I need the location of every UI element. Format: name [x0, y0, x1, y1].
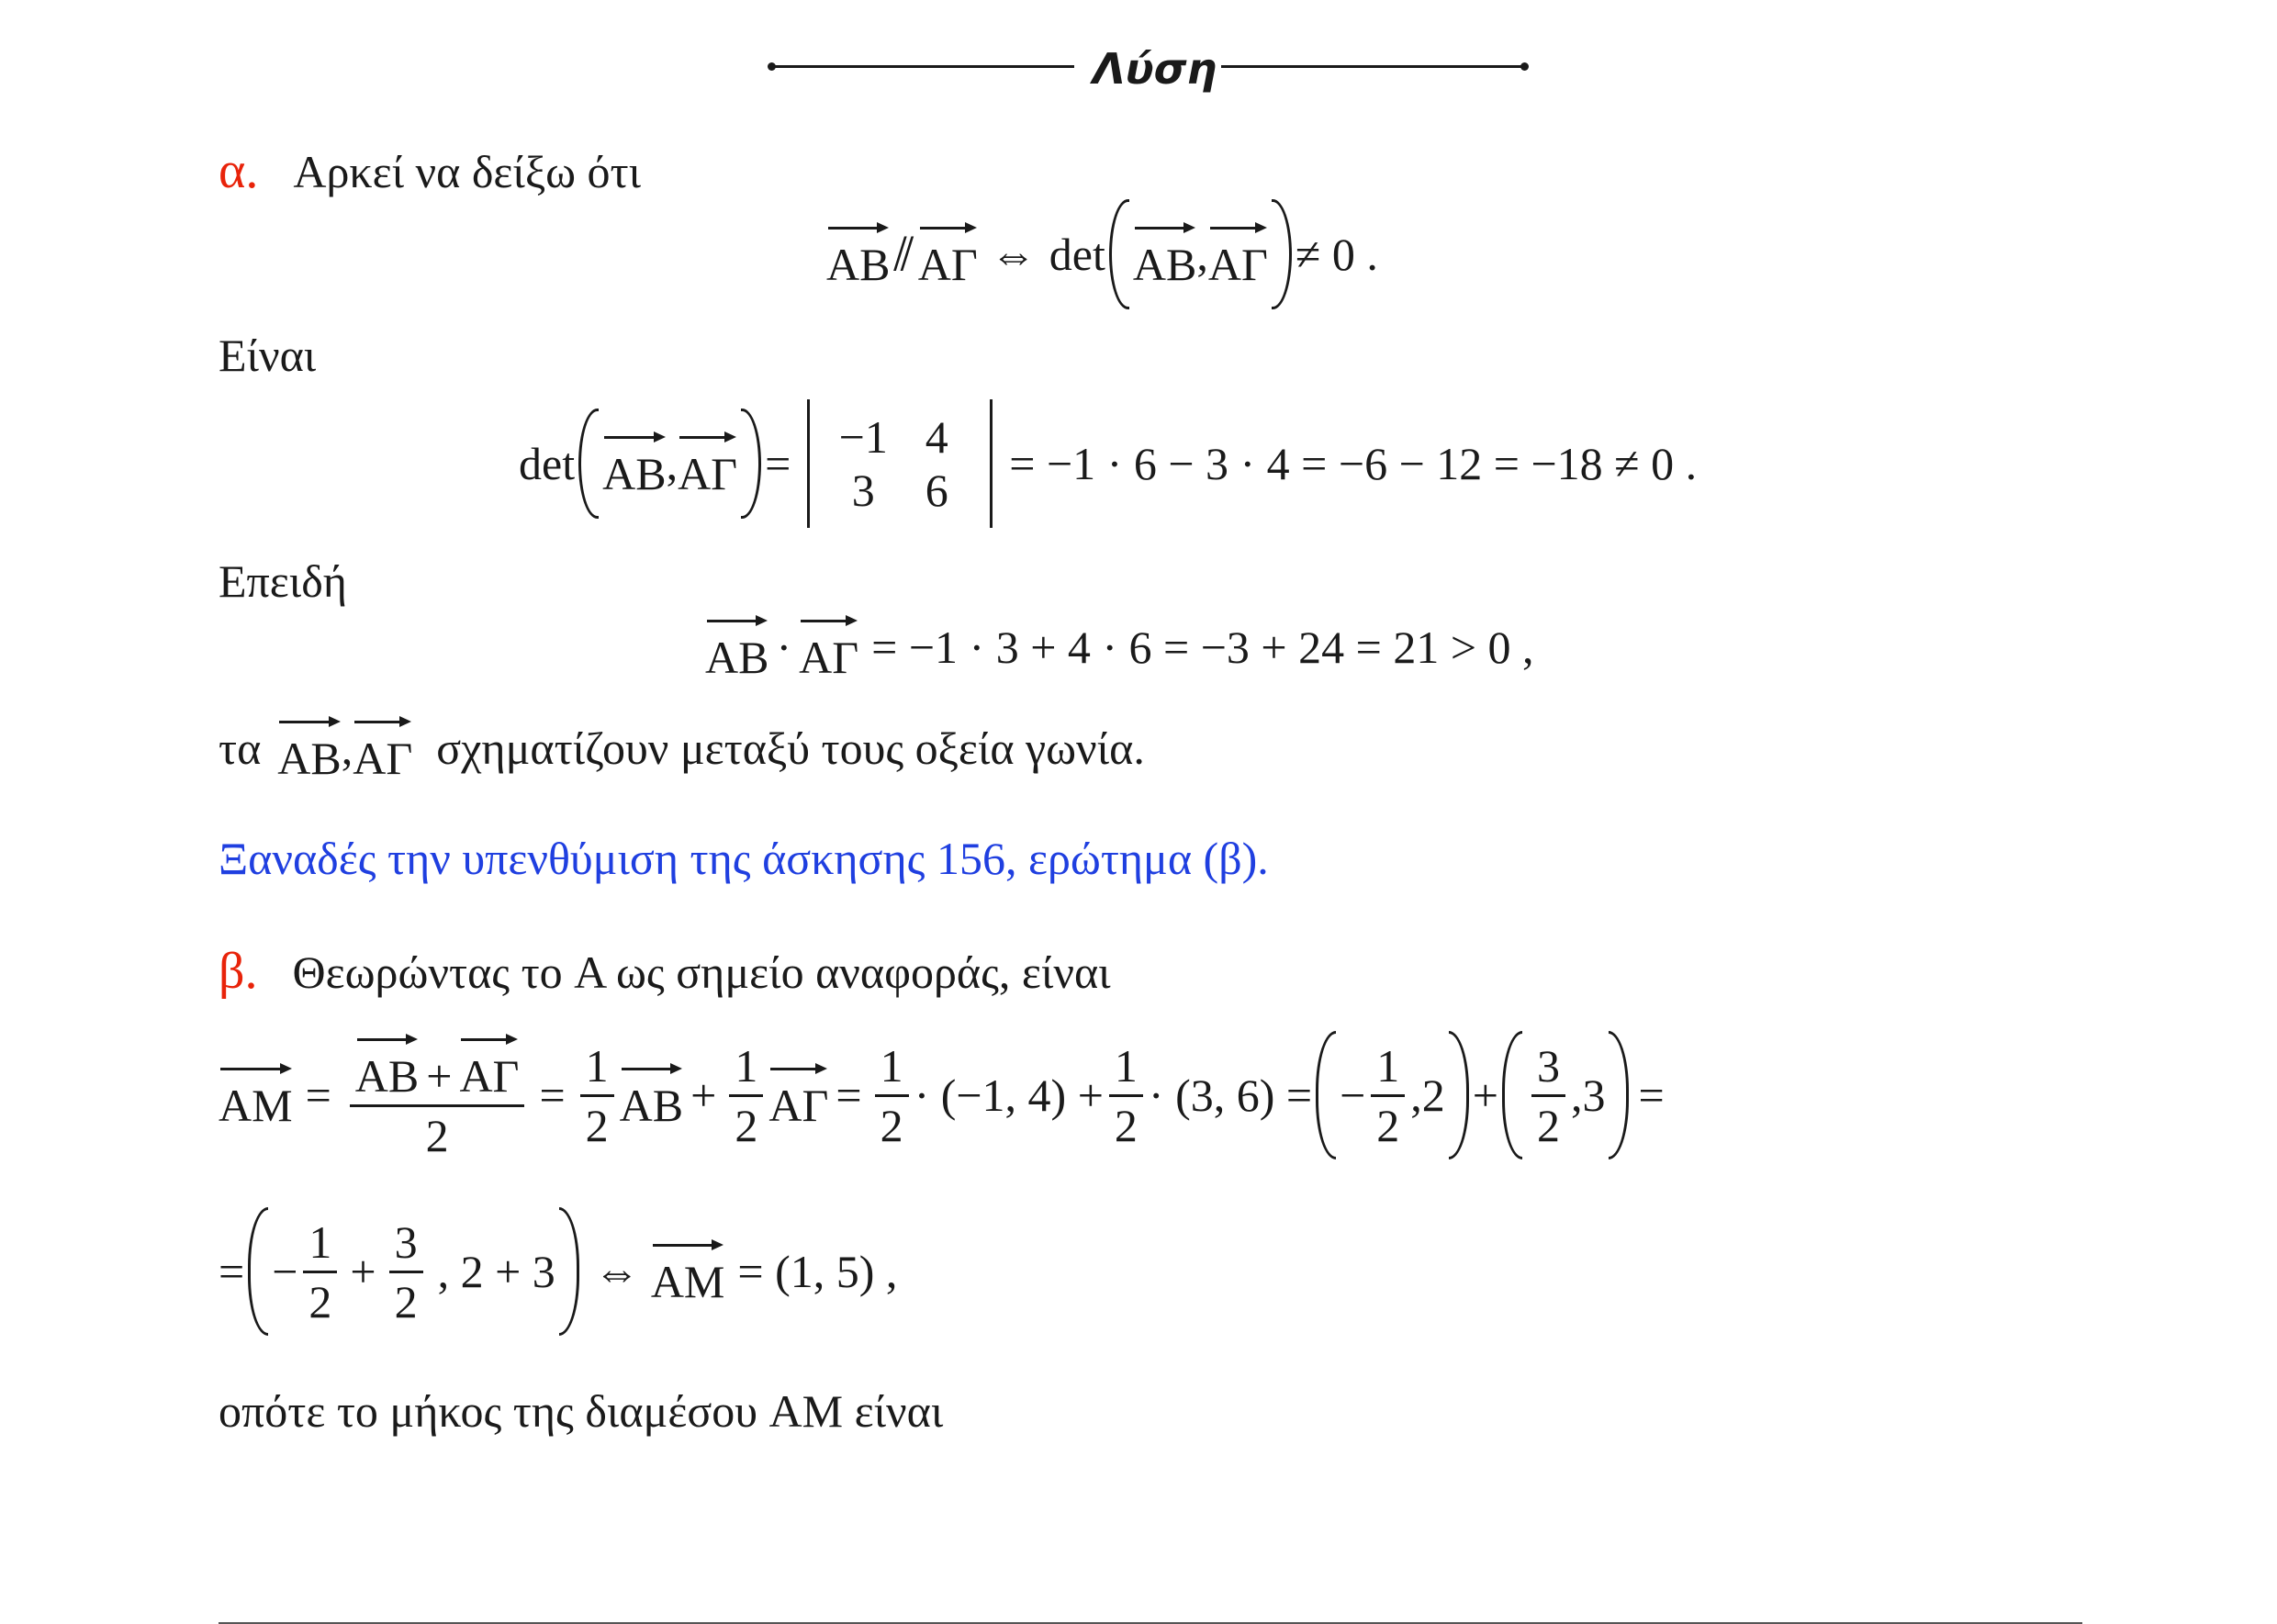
equals: = [765, 438, 791, 489]
part-a-intro: Αρκεί να δείξω ότι [293, 146, 642, 197]
part-a-equation-2 [519, 395, 1697, 532]
equals: = [836, 1070, 862, 1121]
determinant-evaluation: = −1 · 6 − 3 · 4 = −6 − 12 = −18 ≠ 0 . [1009, 438, 1698, 489]
fraction-three-halves: $\frac{3}{2}$ [1531, 1043, 1565, 1148]
matrix-cell: 6 [925, 465, 948, 516]
determinant-right-bar [990, 399, 993, 528]
fraction-one-half: $\frac{1}{2}$ [729, 1043, 763, 1148]
plus: + [690, 1070, 717, 1121]
det-operator: det [1049, 229, 1105, 280]
vector-ab: AB [1133, 221, 1196, 287]
conclusion-prefix: τα [219, 722, 262, 774]
dot-product-symbol: · [776, 622, 792, 673]
fraction-one-half: $\frac{1}{2}$ [580, 1043, 614, 1148]
equals: = [1638, 1070, 1665, 1121]
comma: , [1196, 229, 1208, 280]
left-paren [1316, 1031, 1336, 1159]
vector-ab: AB [355, 1033, 419, 1099]
det-operator: det [519, 438, 576, 489]
matrix-cell: 3 [851, 465, 875, 516]
right-paren [559, 1207, 579, 1336]
second-coordinate-sum: , 2 + 3 [437, 1246, 555, 1297]
right-paren [741, 409, 761, 519]
equals: = [219, 1246, 245, 1297]
einai-text: Είναι [219, 330, 317, 381]
left-paren [1109, 199, 1129, 309]
solution-title: Λύση [1093, 44, 1217, 94]
determinant-left-bar [807, 399, 810, 528]
vector-ab: AB [826, 221, 890, 287]
part-b-equation-1: AM = $\frac{AB + A\Gamma}{2}$ = $\frac{1}{2}$ AB + $\frac{1}{2}$ AΓ = $\frac{1}{2}$ · (−1, 4) + $\frac{1}{2}$ · (3, 6) = − $\frac{1}{2}$ , 2 + $\frac{3}{2}$ , 3 = [219, 1026, 1665, 1164]
parallel-symbol: ⫽ [893, 229, 914, 280]
fraction-one-half: $\frac{1}{2}$ [875, 1043, 909, 1148]
part-b-label: β. [219, 943, 258, 1000]
equals: = [305, 1070, 331, 1121]
right-paren [1272, 199, 1292, 309]
plus: + [1472, 1070, 1498, 1121]
coordinate: , [1410, 1070, 1422, 1121]
fraction-sum-over-two [350, 1033, 525, 1159]
final-sentence: οπότε το μήκος της διαμέσου AM είναι [219, 1385, 944, 1437]
equals: = [539, 1070, 566, 1121]
right-paren [1449, 1031, 1469, 1159]
part-b-intro: Θεωρώντας το A ως σημείο αναφοράς, είναι [292, 946, 1111, 998]
part-a-equation-1 [826, 204, 1378, 305]
vector-ag: AΓ [459, 1033, 519, 1099]
part-a-label: α. [219, 142, 259, 199]
header-right-dot [1520, 62, 1529, 71]
part-a-equation-3 [705, 610, 1534, 684]
vector-ag: AΓ [768, 1062, 828, 1128]
iff-symbol: ⇔ [990, 229, 1037, 280]
plus: + [350, 1246, 376, 1297]
vector-am: AM [651, 1238, 725, 1305]
comma: , [666, 438, 679, 489]
minus: − [272, 1246, 298, 1297]
conclusion-text: σχηματίζουν μεταξύ τους οξεία γωνία. [436, 722, 1145, 774]
vector-ab: AB [705, 614, 768, 680]
coordinate: , [1570, 1070, 1583, 1121]
comma: , [341, 722, 353, 774]
fraction-three-halves: $\frac{3}{2}$ [389, 1219, 423, 1325]
term-2: · (3, 6) = [1148, 1070, 1313, 1121]
reminder-link[interactable]: Ξαναδές την υπενθύμιση της άσκησης 156, ερώτημα (β). [219, 833, 1269, 884]
epeidi-text: Επειδή [219, 555, 347, 607]
matrix-cell: 4 [925, 411, 948, 463]
vector-am: AM [219, 1062, 293, 1128]
part-a-intro-line [219, 142, 642, 199]
vector-ag: AΓ [678, 431, 737, 497]
denominator: 2 [350, 1104, 525, 1159]
plus: + [426, 1049, 453, 1102]
vector-ag: AΓ [918, 221, 978, 287]
left-paren [1502, 1031, 1522, 1159]
left-paren [248, 1207, 268, 1336]
fraction-one-half: $\frac{1}{2}$ [1371, 1043, 1405, 1148]
determinant-matrix [826, 411, 973, 516]
dot-product-evaluation: = −1 · 3 + 4 · 6 = −3 + 24 = 21 > 0 , [871, 622, 1534, 673]
minus: − [1340, 1070, 1366, 1121]
fraction-one-half: $\frac{1}{2}$ [1109, 1043, 1143, 1148]
vector-ag: AΓ [1208, 221, 1268, 287]
vector-ag: AΓ [353, 715, 412, 781]
vector-ab: AB [602, 431, 666, 497]
vector-ab: AB [277, 715, 341, 781]
part-b-intro-line [219, 943, 1111, 1000]
header-left-rule [773, 65, 1074, 68]
vector-ab: AB [620, 1062, 683, 1128]
matrix-cell: −1 [838, 411, 888, 463]
part-a-conclusion [219, 711, 1145, 785]
not-equal-zero: ≠ 0 . [1295, 229, 1378, 280]
term-1: · (−1, 4) + [914, 1070, 1104, 1121]
am-result: = (1, 5) , [737, 1246, 898, 1297]
iff-symbol: ⇔ [593, 1246, 640, 1297]
header-right-rule [1221, 65, 1524, 68]
part-b-equation-2 [219, 1203, 897, 1340]
left-paren [578, 409, 599, 519]
vector-ag: AΓ [799, 614, 858, 680]
right-paren [1609, 1031, 1629, 1159]
fraction-one-half: $\frac{1}{2}$ [303, 1219, 337, 1325]
